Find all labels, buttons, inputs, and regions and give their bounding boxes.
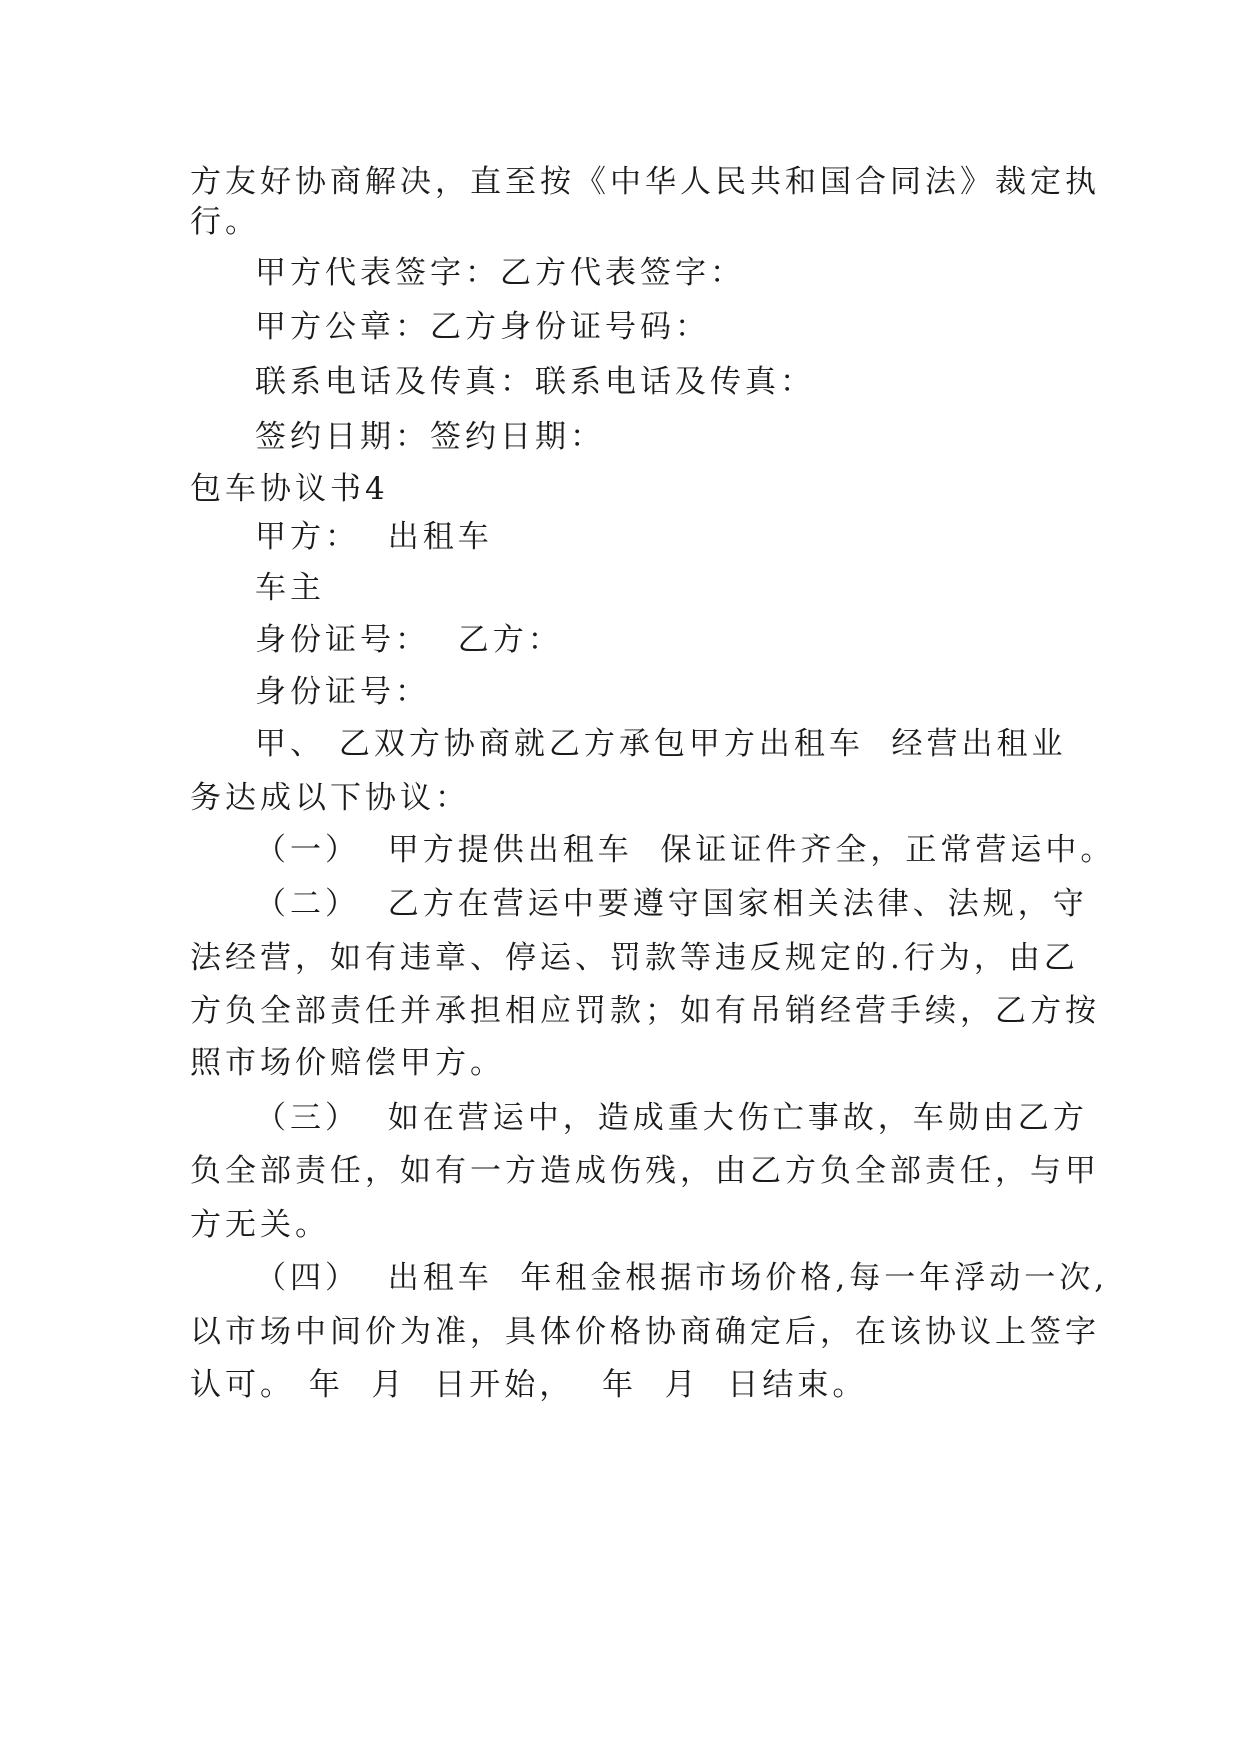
body-text-line: 照市场价赔偿甲方。 — [190, 1045, 505, 1081]
body-text-line: 负全部责任，如有一方造成伤残，由乙方负全部责任，与甲 — [190, 1153, 1100, 1189]
clause-2-line: （二） 乙方在营运中要遵守国家相关法律、法规，守 — [255, 886, 1088, 922]
clause-4-line: （四） 出租车 年租金根据市场价格,每一年浮动一次, — [255, 1260, 1109, 1296]
signature-field-line: 甲方代表签字：乙方代表签字： — [255, 255, 745, 291]
body-text-line: 法经营，如有违章、停运、罚款等违反规定的.行为，由乙 — [190, 940, 1079, 976]
body-text-line: 甲、 乙双方协商就乙方承包甲方出租车 经营出租业 — [255, 726, 1067, 762]
body-text-line: 行。 — [190, 204, 260, 240]
section-heading: 包车协议书4 — [190, 471, 389, 507]
body-text-line: 方无关。 — [190, 1207, 330, 1243]
clause-1-line: （一） 甲方提供出租车 保证证件齐全，正常营运中。 — [255, 832, 1116, 868]
body-text-line: 认可。 年 月 日开始， 年 月 日结束。 — [190, 1367, 868, 1403]
body-text-line: 方友好协商解决，直至按《中华人民共和国合同法》裁定执 — [190, 164, 1100, 200]
date-field-line: 签约日期：签约日期： — [255, 419, 605, 455]
seal-id-field-line: 甲方公章：乙方身份证号码： — [255, 309, 710, 345]
body-text-line: 以市场中间价为准，具体价格协商确定后，在该协议上签字 — [190, 1314, 1100, 1350]
contact-field-line: 联系电话及传真：联系电话及传真： — [255, 364, 815, 400]
id-line: 身份证号： — [255, 674, 430, 710]
body-text-line: 方负全部责任并承担相应罚款；如有吊销经营手续，乙方按 — [190, 993, 1100, 1029]
body-text-line: 务达成以下协议： — [190, 780, 470, 816]
party-a-line: 甲方： 出租车 — [255, 519, 493, 555]
id-party-b-line: 身份证号： 乙方： — [255, 622, 563, 658]
owner-line: 车主 — [255, 570, 325, 606]
clause-3-line: （三） 如在营运中，造成重大伤亡事故，车勋由乙方 — [255, 1100, 1088, 1136]
